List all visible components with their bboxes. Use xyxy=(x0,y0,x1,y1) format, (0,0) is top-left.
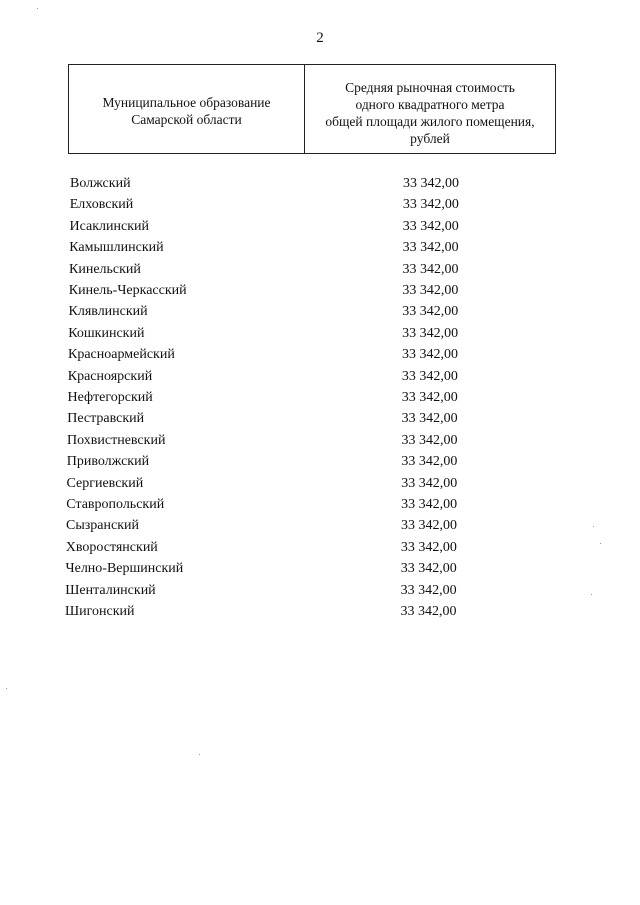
scan-speck xyxy=(6,688,7,689)
table-row xyxy=(0,581,640,601)
municipality-name: Похвистневский xyxy=(67,432,166,448)
header-price-line: общей площади жилого помещения, xyxy=(325,114,535,129)
municipality-name: Пестравский xyxy=(67,411,145,427)
table-row xyxy=(0,302,640,322)
municipality-name: Клявлинский xyxy=(68,304,148,320)
price-value: 33 342,00 xyxy=(400,604,457,619)
header-municipality-line: Самарской области xyxy=(131,112,242,127)
header-price-line: одного квадратного метра xyxy=(355,97,505,112)
price-value: 33 342,00 xyxy=(401,432,458,448)
price-value: 33 342,00 xyxy=(402,325,459,341)
header-price-line: Средняя рыночная стоимость xyxy=(345,80,515,95)
table-row xyxy=(0,345,640,365)
table-row xyxy=(0,452,640,472)
table-row xyxy=(0,495,640,515)
table-row xyxy=(0,324,640,344)
municipality-name: Красноярский xyxy=(67,368,153,384)
municipality-name: Сызранский xyxy=(66,518,139,534)
header-price-line: рублей xyxy=(410,131,450,146)
scan-speck xyxy=(593,526,594,527)
scan-speck xyxy=(600,543,601,544)
table-row xyxy=(0,367,640,387)
table-row xyxy=(0,474,640,494)
table-row xyxy=(0,260,640,280)
price-value: 33 342,00 xyxy=(403,176,459,191)
municipality-name: Челно-Вершинский xyxy=(65,561,184,577)
municipality-name: Волжский xyxy=(70,176,131,191)
price-value: 33 342,00 xyxy=(402,218,459,234)
table-row xyxy=(0,195,640,215)
table-row xyxy=(0,388,640,408)
header-price xyxy=(305,65,555,153)
price-value: 33 342,00 xyxy=(400,539,457,555)
table-row xyxy=(0,516,640,536)
price-value: 33 342,00 xyxy=(400,582,457,598)
price-value: 33 342,00 xyxy=(401,368,458,384)
municipality-name: Хворостянский xyxy=(65,539,158,555)
table-row xyxy=(0,217,640,237)
municipality-name: Красноармейский xyxy=(68,347,175,363)
price-value: 33 342,00 xyxy=(401,411,458,427)
table-row xyxy=(0,559,640,579)
price-value: 33 342,00 xyxy=(401,475,458,491)
price-value: 33 342,00 xyxy=(402,347,458,363)
municipality-name: Приволжский xyxy=(66,454,150,470)
municipality-name: Сергиевский xyxy=(66,475,144,491)
table-row xyxy=(0,409,640,429)
price-value: 33 342,00 xyxy=(401,390,458,405)
municipality-name: Кинель-Черкасский xyxy=(68,283,187,298)
table-row xyxy=(0,538,640,558)
page-number: 2 xyxy=(316,30,324,46)
municipality-name: Исаклинский xyxy=(69,218,149,234)
table-row xyxy=(0,602,640,622)
scan-speck xyxy=(591,594,592,595)
price-value: 33 342,00 xyxy=(401,497,458,512)
municipality-name: Камышлинский xyxy=(69,240,164,256)
scan-speck xyxy=(199,754,200,755)
price-value: 33 342,00 xyxy=(402,304,459,320)
price-value: 33 342,00 xyxy=(402,261,459,277)
municipality-name: Елховский xyxy=(69,197,134,213)
price-value: 33 342,00 xyxy=(402,240,459,256)
price-value: 33 342,00 xyxy=(401,454,458,470)
table-row xyxy=(0,174,640,194)
price-value: 33 342,00 xyxy=(402,283,459,298)
municipality-name: Шенталинский xyxy=(65,582,156,598)
header-municipality xyxy=(69,65,305,153)
table-row xyxy=(0,431,640,451)
price-value: 33 342,00 xyxy=(400,561,457,577)
price-value: 33 342,00 xyxy=(401,518,457,534)
municipality-name: Нефтегорский xyxy=(67,390,153,405)
header-municipality-line: Муниципальное образование xyxy=(102,95,271,110)
municipality-name: Кинельский xyxy=(69,261,141,277)
table-header xyxy=(68,64,556,154)
scan-speck xyxy=(37,8,38,9)
municipality-name: Кошкинский xyxy=(68,325,145,341)
table-row xyxy=(0,238,640,258)
municipality-name: Шигонский xyxy=(65,604,135,619)
municipality-name: Ставропольский xyxy=(66,497,165,512)
table-row xyxy=(0,281,640,301)
price-value: 33 342,00 xyxy=(402,197,459,213)
